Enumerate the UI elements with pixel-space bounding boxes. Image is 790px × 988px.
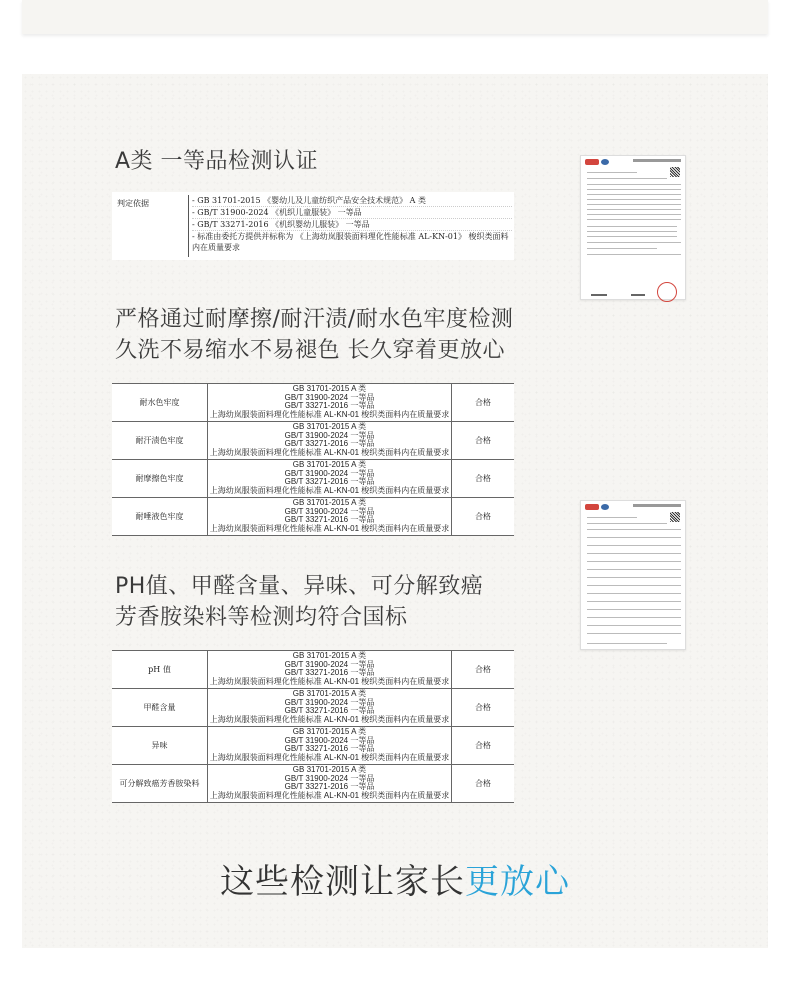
standard-line: GB/T 33271-2016 一等品 — [284, 439, 375, 449]
test-standards — [207, 384, 452, 421]
standard-line: GB 31701-2015 A 类 — [292, 765, 367, 774]
test-standards — [207, 689, 452, 726]
cnas-logo-icon — [601, 159, 609, 165]
standard-line: GB/T 33271-2016 一等品 — [284, 706, 375, 716]
test-result: 合格 — [475, 703, 491, 712]
standard-line: GB/T 31900-2024 一等品 — [284, 506, 375, 516]
test-item-name: 可分解致癌芳香胺染料 — [119, 779, 200, 788]
standard-line: GB/T 31900-2024 一等品 — [284, 430, 375, 440]
test-report-image-1 — [580, 155, 686, 300]
standard-line: GB 31701-2015 A 类 — [292, 727, 367, 736]
standard-line: 上海幼岚服装面料理化性能标准 AL-KN-01 梭织类面料内在质量要求 — [209, 714, 450, 724]
test-result: 合格 — [475, 398, 491, 407]
standard-line: GB/T 33271-2016 一等品 — [284, 401, 375, 411]
test-item-name: 耐唾液色牢度 — [135, 512, 184, 521]
section-b-title-line1: 严格通过耐摩擦/耐汗渍/耐水色牢度检测 — [115, 307, 514, 332]
standard-line: GB 31701-2015 A 类 — [292, 460, 367, 469]
test-result: 合格 — [475, 779, 491, 788]
test-item-name: 异味 — [151, 741, 168, 750]
standard-line: GB/T 31900-2024 一等品 — [284, 659, 375, 669]
basis-line: - GB/T 31900-2024 《机织儿童服装》 一等品 — [192, 207, 512, 219]
standard-line: 上海幼岚服装面料理化性能标准 AL-KN-01 梭织类面料内在质量要求 — [209, 790, 450, 800]
chemical-test-table — [112, 650, 514, 803]
test-item-name: pH 值 — [148, 665, 171, 674]
test-result: 合格 — [475, 665, 491, 674]
table-row — [112, 422, 514, 460]
standard-line: GB/T 31900-2024 一等品 — [284, 697, 375, 707]
section-b-title-line2: 久洗不易缩水不易褪色 长久穿着更放心 — [115, 338, 505, 363]
standard-line: GB 31701-2015 A 类 — [292, 498, 367, 507]
standard-line: 上海幼岚服装面料理化性能标准 AL-KN-01 梭织类面料内在质量要求 — [209, 447, 450, 457]
standard-line: GB/T 33271-2016 一等品 — [284, 782, 375, 792]
standard-line: 上海幼岚服装面料理化性能标准 AL-KN-01 梭织类面料内在质量要求 — [209, 676, 450, 686]
cnas-logo-icon — [601, 504, 609, 510]
section-c-title — [115, 571, 483, 633]
standard-line: GB 31701-2015 A 类 — [292, 689, 367, 698]
standard-line: GB/T 33271-2016 一等品 — [284, 744, 375, 754]
table-row — [112, 689, 514, 727]
red-stamp-icon — [657, 282, 677, 302]
standard-line: GB/T 31900-2024 一等品 — [284, 392, 375, 402]
top-card — [22, 0, 768, 34]
test-item-name: 甲醛含量 — [143, 703, 176, 712]
standard-line: 上海幼岚服装面料理化性能标准 AL-KN-01 梭织类面料内在质量要求 — [209, 485, 450, 495]
table-row — [112, 765, 514, 803]
bottom-headline-accent: 更放心 — [465, 862, 570, 902]
standard-line: GB/T 31900-2024 一等品 — [284, 773, 375, 783]
basis-label: 判定依据 — [117, 199, 149, 208]
test-item-name: 耐摩擦色牢度 — [135, 474, 184, 483]
table-row — [112, 727, 514, 765]
standard-line: GB/T 33271-2016 一等品 — [284, 668, 375, 678]
basis-table — [112, 192, 514, 260]
standard-line: GB/T 33271-2016 一等品 — [284, 515, 375, 525]
basis-line: - 标准由委托方提供并标称为 《上海幼岚服装面料理化性能标准 AL-KN-01》 梭织类面料内在质量要求 — [192, 232, 509, 252]
table-row — [112, 460, 514, 498]
basis-line: - GB 31701-2015 《婴幼儿及儿童纺织产品安全技术规范》 A 类 — [192, 195, 512, 207]
standard-line: GB/T 31900-2024 一等品 — [284, 735, 375, 745]
qr-code-icon — [670, 512, 680, 522]
standard-line: GB 31701-2015 A 类 — [292, 422, 367, 431]
standard-line: GB/T 31900-2024 一等品 — [284, 468, 375, 478]
test-item-name: 耐汗渍色牢度 — [135, 436, 184, 445]
bottom-headline-main: 这些检测让家长 — [220, 862, 465, 902]
standard-line: 上海幼岚服装面料理化性能标准 AL-KN-01 梭织类面料内在质量要求 — [209, 523, 450, 533]
section-c-title-line1: PH值、甲醛含量、异味、可分解致癌 — [115, 574, 484, 599]
test-standards — [207, 498, 452, 535]
test-result: 合格 — [475, 474, 491, 483]
colorfastness-table — [112, 383, 514, 536]
section-c-title-line2: 芳香胺染料等检测均符合国标 — [115, 605, 408, 630]
basis-line: - GB/T 33271-2016 《机织婴幼儿服装》 一等品 — [192, 219, 512, 231]
standard-line: 上海幼岚服装面料理化性能标准 AL-KN-01 梭织类面料内在质量要求 — [209, 409, 450, 419]
table-row — [112, 384, 514, 422]
qr-code-icon — [670, 167, 680, 177]
standard-line: GB 31701-2015 A 类 — [292, 384, 367, 393]
standard-line: 上海幼岚服装面料理化性能标准 AL-KN-01 梭织类面料内在质量要求 — [209, 752, 450, 762]
standard-line: GB/T 33271-2016 一等品 — [284, 477, 375, 487]
test-item-name: 耐水色牢度 — [139, 398, 180, 407]
test-standards — [207, 460, 452, 497]
test-standards — [207, 765, 452, 802]
basis-divider — [188, 195, 189, 257]
cma-logo-icon — [585, 159, 599, 165]
table-row — [112, 651, 514, 689]
test-report-image-2 — [580, 500, 686, 650]
bottom-headline — [0, 854, 790, 903]
section-a-title: A类 一等品检测认证 — [115, 149, 319, 174]
standard-line: GB 31701-2015 A 类 — [292, 651, 367, 660]
test-standards — [207, 422, 452, 459]
test-result: 合格 — [475, 436, 491, 445]
table-row — [112, 498, 514, 536]
test-result: 合格 — [475, 512, 491, 521]
cma-logo-icon — [585, 504, 599, 510]
section-b-title — [115, 304, 513, 366]
test-standards — [207, 727, 452, 764]
test-standards — [207, 651, 452, 688]
test-result: 合格 — [475, 741, 491, 750]
